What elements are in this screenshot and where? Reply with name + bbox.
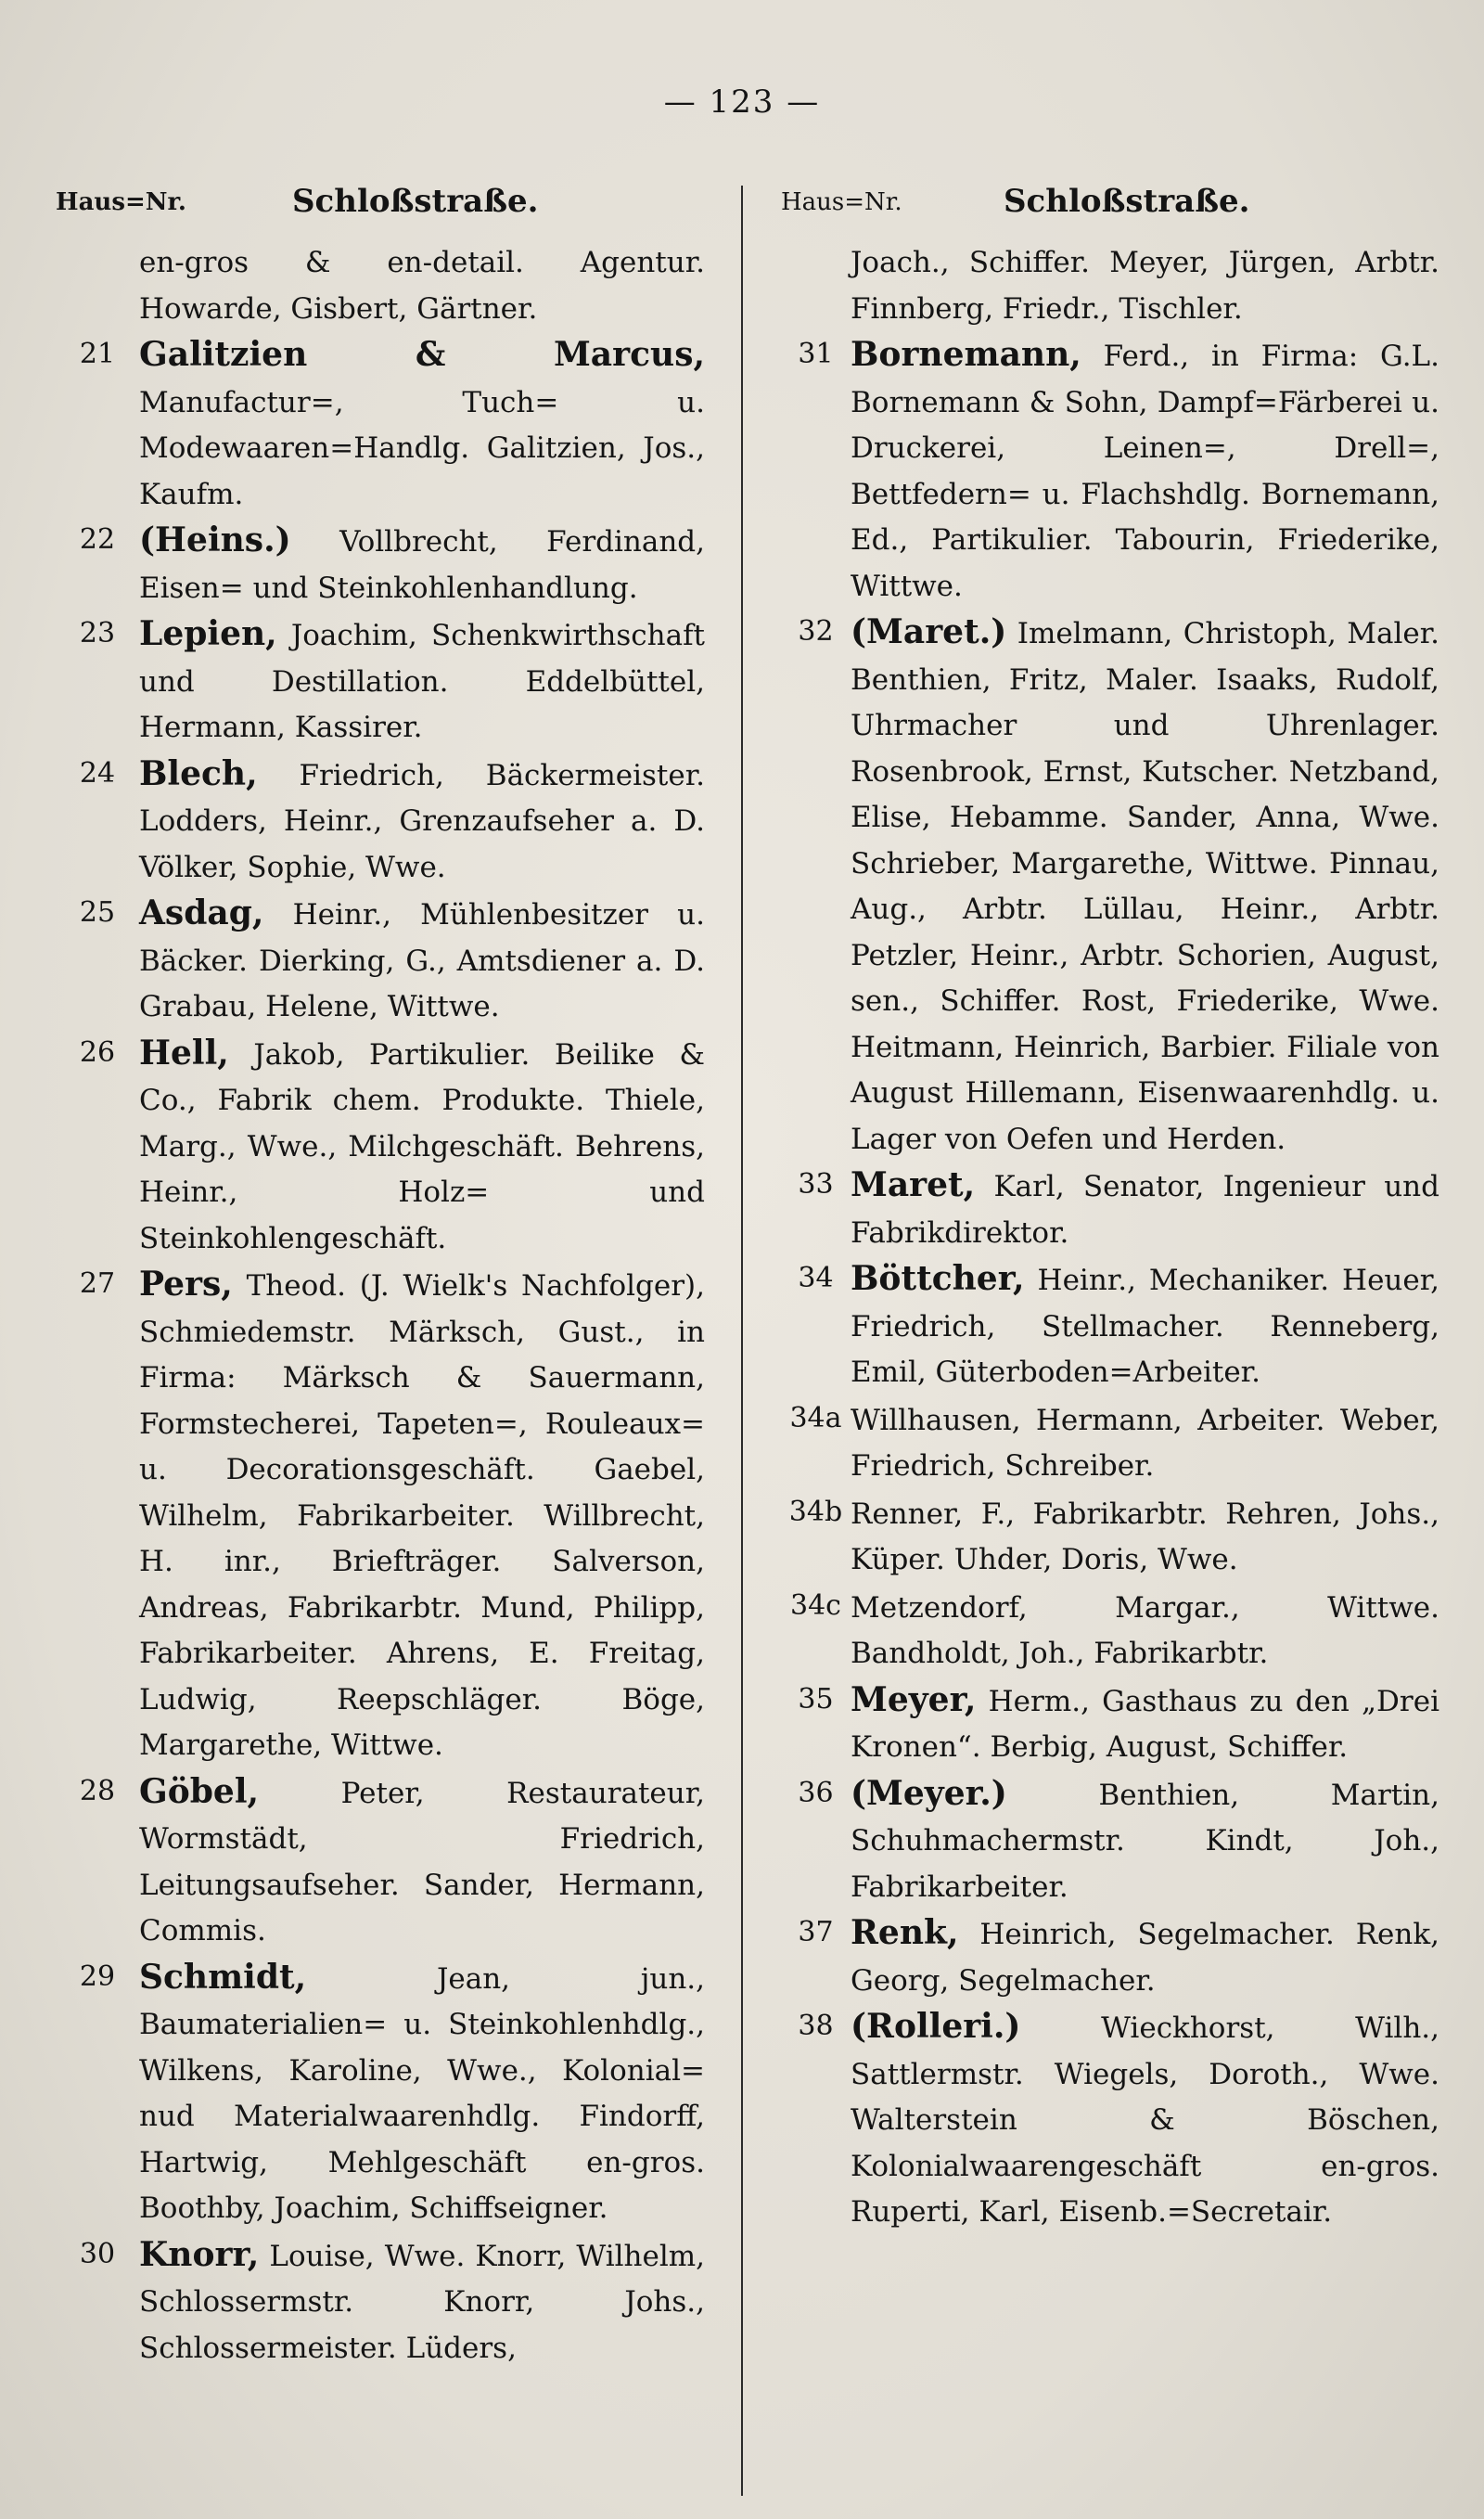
- entry: [781, 610, 1439, 1163]
- entry: [56, 1769, 705, 1955]
- entry: [781, 1490, 1439, 1584]
- entry-details: Peter, Restaurateur, Wormstädt, Friedrich, Leitungsaufseher. Sander, Hermann, Commis.: [139, 1776, 706, 1947]
- entry-details: Manufactur=, Tuch= u. Modewaaren=Handlg. Galitzien, Jos., Kaufm.: [139, 385, 705, 511]
- house-number: 35: [798, 1682, 834, 1716]
- entry: [781, 1910, 1439, 2004]
- house-number: 33: [798, 1168, 834, 1201]
- entry-details: Wieckhorst, Wilh., Sattlermstr. Wiegels, Doroth., Wwe. Walterstein & Böschen, Kolonialwaarengeschäft en-gros. Ruperti, Karl, Eisenb.=Secretair.: [851, 2011, 1439, 2229]
- entry-text: [139, 238, 705, 332]
- entry-text: [851, 610, 1439, 1163]
- entry-text: [851, 1490, 1439, 1584]
- entry: [56, 2232, 705, 2372]
- entry-text: [851, 1910, 1439, 2004]
- entry-details: Louise, Wwe. Knorr, Wilhelm, Schlossermstr. Knorr, Johs., Schlossermeister. Lüders,: [139, 2239, 705, 2365]
- entry-text: [851, 1396, 1439, 1490]
- house-number: 34a: [789, 1401, 842, 1434]
- entry-text: [139, 518, 705, 611]
- entry-details: Joach., Schiffer. Meyer, Jürgen, Arbtr. Finnberg, Friedr., Tischler.: [851, 246, 1439, 326]
- entry: [56, 1031, 705, 1263]
- entry: [781, 1584, 1439, 1677]
- house-number: 30: [79, 2237, 116, 2270]
- page-number: — 123 —: [663, 84, 821, 121]
- house-number: 31: [798, 338, 834, 370]
- house-number: 28: [79, 1774, 116, 1807]
- house-number: 29: [79, 1960, 116, 1993]
- house-number: 34: [798, 1262, 834, 1294]
- entry-text: [139, 332, 705, 518]
- entry-details: Heinr., Mechaniker. Heuer, Friedrich, Stellmacher. Renneberg, Emil, Güterboden=Arbeiter.: [851, 1264, 1439, 1389]
- entry-text: [139, 1769, 705, 1955]
- entry-text: [851, 2004, 1439, 2236]
- entry-name: Bornemann,: [851, 335, 1081, 374]
- entry-name: (Maret.): [851, 612, 1007, 651]
- entry-text: [139, 1955, 705, 2232]
- entry-text: [851, 1677, 1439, 1771]
- entry-details: Imelmann, Christoph, Maler. Benthien, Fritz, Maler. Isaaks, Rudolf, Uhrmacher und Uhrenlager. Rosenbrook, Ernst, Kutscher. Netzband, Elise, Hebamme. Sander, Anna, Wwe. Schrieber, Margarethe, Wittwe. Pinnau, Aug., Arbtr. Lüllau, Heinr., Arbtr. Petzler, Heinr., Arbtr. Schorien, August, sen., Schiffer. Rost, Friederike, Wwe. Heitmann, Heinrich, Barbier. Filiale von August Hillemann, Eisenwaarenhdlg. u. Lager von Oefen und Herden.: [851, 617, 1439, 1156]
- entry-details: Heinrich, Segelmacher. Renk, Georg, Segelmacher.: [851, 1918, 1439, 1998]
- house-number: [781, 238, 851, 332]
- house-number: 37: [798, 1916, 834, 1948]
- house-number: 22: [79, 523, 116, 556]
- entry: [781, 1396, 1439, 1490]
- entry-text: [851, 1256, 1439, 1396]
- left-column-header: [56, 181, 705, 233]
- house-number: 36: [798, 1776, 834, 1809]
- entry-details: Karl, Senator, Ingenieur und Fabrikdirektor.: [851, 1170, 1439, 1250]
- entry-details: Benthien, Martin, Schuhmachermstr. Kindt, Joh., Fabrikarbeiter.: [851, 1778, 1440, 1904]
- column-divider: [741, 186, 743, 2496]
- entry-details: Joachim, Schenkwirthschaft und Destillation. Eddelbüttel, Hermann, Kassirer.: [139, 619, 705, 744]
- entry-text: [139, 1262, 705, 1769]
- house-number: 38: [798, 2010, 834, 2042]
- entry-name: Schmidt,: [139, 1957, 307, 1997]
- left-column: [56, 181, 705, 2371]
- entry-details: Herm., Gasthaus zu den „Drei Kronen“. Berbig, August, Schiffer.: [851, 1684, 1439, 1764]
- right-column-header: [781, 181, 1439, 233]
- entry-name: Galitzien & Marcus,: [139, 335, 705, 374]
- house-number: 24: [79, 756, 116, 790]
- entry-details: Theod. (J. Wielk's Nachfolger), Schmiedemstr. Märksch, Gust., in Firma: Märksch & Sauermann, Formstecherei, Tapeten=, Rouleaux= u. Decorationsgeschäft. Gaebel, Wilhelm, Fabrikarbeiter. Willbrecht, H. inr., Briefträger. Salverson, Andreas, Fabrikarbtr. Mund, Philipp, Fabrikarbeiter. Ahrens, E. Freitag, Ludwig, Reepschläger. Böge, Margarethe, Wittwe.: [139, 1269, 705, 1762]
- entry-text: [851, 1771, 1439, 1911]
- house-number: 23: [79, 617, 116, 649]
- entry-name: Knorr,: [139, 2234, 260, 2274]
- right-column: [781, 181, 1439, 2236]
- street-heading: Schloßstraße.: [292, 183, 539, 220]
- entry-text: [851, 238, 1439, 332]
- house-number: 21: [79, 338, 116, 370]
- entry-name: Göbel,: [139, 1771, 260, 1811]
- house-number: 26: [79, 1035, 116, 1069]
- entry: [56, 1955, 705, 2232]
- entry-name: Renk,: [851, 1913, 959, 1952]
- entry: [56, 1262, 705, 1769]
- entry-name: Meyer,: [851, 1679, 977, 1719]
- entry: [56, 611, 705, 752]
- street-heading: Schloßstraße.: [1004, 183, 1250, 220]
- house-number: 34b: [788, 1495, 843, 1528]
- entry-name: Böttcher,: [851, 1259, 1025, 1298]
- entry-text: [851, 1163, 1439, 1256]
- entry: [56, 238, 705, 332]
- entry-name: Asdag,: [139, 893, 264, 932]
- entry-name: Blech,: [139, 753, 258, 793]
- entry-details: Willhausen, Hermann, Arbeiter. Weber, Friedrich, Schreiber.: [851, 1403, 1439, 1483]
- entry-name: Maret,: [851, 1165, 976, 1204]
- entry: [781, 332, 1439, 610]
- entry: [781, 1771, 1439, 1911]
- house-number-heading: Haus=Nr.: [56, 188, 186, 216]
- entry: [56, 332, 705, 518]
- entry-text: [851, 332, 1439, 610]
- entry-details: Vollbrecht, Ferdinand, Eisen= und Steinkohlenhandlung.: [139, 525, 706, 605]
- entry-details: Jean, jun., Baumaterialien= u. Steinkohlenhdlg., Wilkens, Karoline, Wwe., Kolonial= nud Materialwaarenhdlg. Findorff, Hartwig, Mehlgeschäft en-gros. Boothby, Joachim, Schiffseigner.: [139, 1961, 705, 2225]
- entry: [56, 518, 705, 611]
- entry: [781, 1163, 1439, 1256]
- entry-details: Friedrich, Bäckermeister. Lodders, Heinr., Grenzaufseher a. D. Völker, Sophie, Wwe.: [139, 758, 705, 884]
- entry-details: Metzendorf, Margar., Wittwe. Bandholdt, Joh., Fabrikarbtr.: [851, 1590, 1439, 1670]
- entry-text: [139, 891, 705, 1031]
- entry-name: (Meyer.): [851, 1773, 1007, 1813]
- entry: [781, 2004, 1439, 2236]
- entry: [781, 1256, 1439, 1396]
- entry-text: [139, 752, 705, 892]
- entry-name: Hell,: [139, 1033, 229, 1073]
- entry-name: Lepien,: [139, 614, 277, 653]
- entry: [56, 752, 705, 892]
- entry-name: (Rolleri.): [851, 2007, 1021, 2046]
- entry: [781, 1677, 1439, 1771]
- entry-text: [139, 1031, 705, 1263]
- entry-details: en-gros & en-detail. Agentur. Howarde, Gisbert, Gärtner.: [139, 246, 705, 326]
- entry: [56, 891, 705, 1031]
- house-number: 27: [79, 1267, 116, 1300]
- entry-text: [851, 1584, 1439, 1677]
- entry-details: Jakob, Partikulier. Beilike & Co., Fabrik chem. Produkte. Thiele, Marg., Wwe., Milchgeschäft. Behrens, Heinr., Holz= und Steinkohlengeschäft.: [139, 1037, 706, 1255]
- house-number: 32: [798, 615, 834, 648]
- entry-text: [139, 611, 705, 752]
- house-number: [56, 238, 139, 332]
- house-number-heading: Haus=Nr.: [781, 188, 902, 216]
- entry-details: Renner, F., Fabrikarbtr. Rehren, Johs., Küper. Uhder, Doris, Wwe.: [851, 1497, 1439, 1576]
- entry-name: (Heins.): [139, 521, 291, 559]
- entry: [781, 238, 1439, 332]
- entry-details: Heinr., Mühlenbesitzer u. Bäcker. Dierking, G., Amtsdiener a. D. Grabau, Helene, Wittwe.: [139, 898, 705, 1023]
- house-number: 25: [79, 896, 116, 929]
- entry-name: Pers,: [139, 1265, 233, 1304]
- entry-text: [139, 2232, 705, 2372]
- entry-details: Ferd., in Firma: G.L. Bornemann & Sohn, Dampf=Färberei u. Druckerei, Leinen=, Drell=, Bettfedern= u. Flachshdlg. Bornemann, Ed., Partikulier. Tabourin, Friederike, Wittwe.: [851, 340, 1439, 603]
- house-number: 34c: [790, 1588, 841, 1622]
